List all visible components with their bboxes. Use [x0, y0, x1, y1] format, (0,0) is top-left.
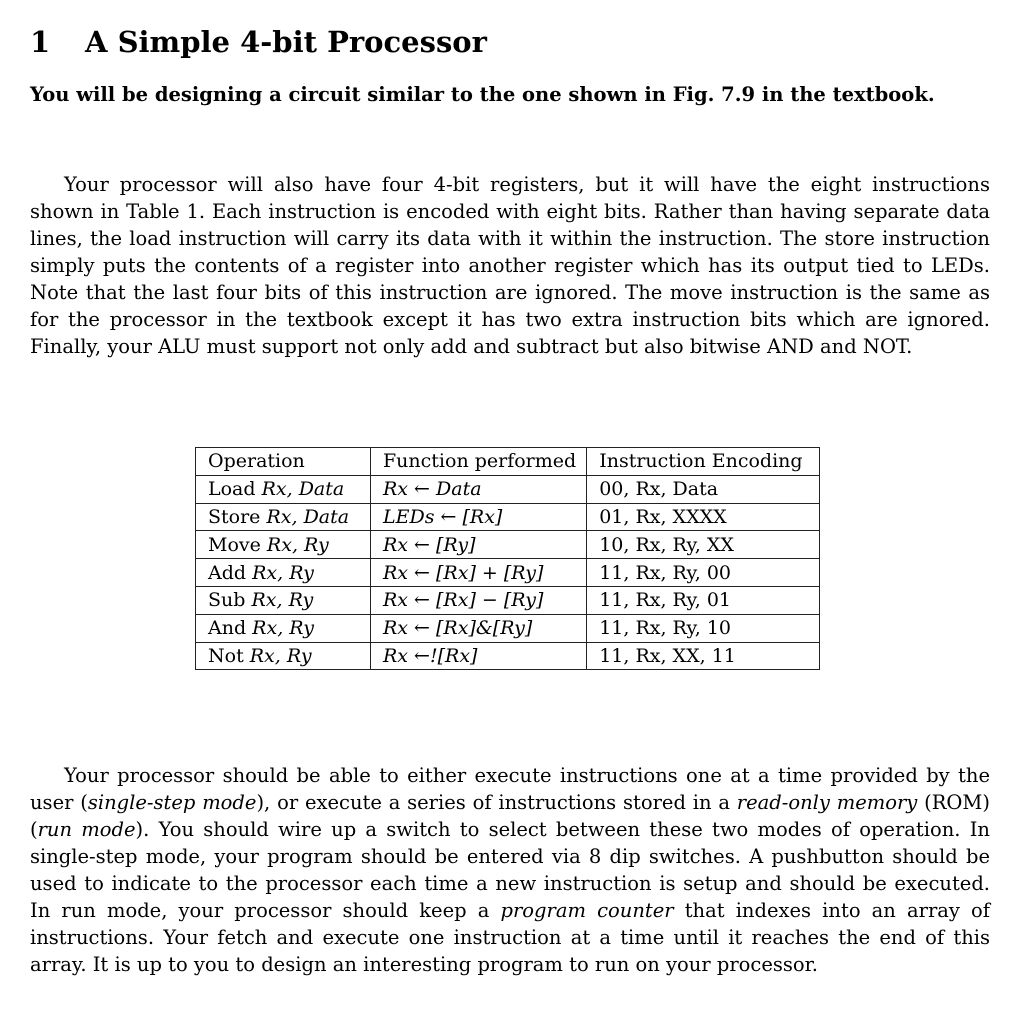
operation-name: Store: [208, 505, 261, 528]
cell-operation: [196, 531, 371, 559]
operation-args: Rx, Ry: [249, 644, 312, 667]
table-row: [196, 531, 820, 559]
term-run-mode: run mode: [37, 817, 136, 841]
operation-args: Rx, Data: [261, 478, 345, 501]
term-read-only-memory: read-only memory: [736, 790, 918, 814]
cell-operation: [196, 614, 371, 642]
cell-encoding: 10, Rx, Ry, XX: [587, 531, 820, 559]
operation-name: And: [208, 617, 247, 640]
operation-name: Add: [208, 561, 247, 584]
instruction-table: [195, 447, 820, 670]
cell-encoding: 11, Rx, Ry, 10: [587, 614, 820, 642]
table-header-row: [196, 448, 820, 476]
instruction-table-container: [195, 447, 820, 670]
operation-args: Rx, Ry: [252, 561, 314, 584]
header-function: Function performed: [371, 448, 587, 476]
cell-encoding: 11, Rx, XX, 11: [587, 642, 820, 670]
cell-function: Rx ← [Ry]: [371, 531, 587, 559]
cell-function: Rx ← [Rx] − [Ry]: [371, 586, 587, 614]
term-single-step-mode: single-step mode: [87, 790, 257, 814]
table-row: [196, 559, 820, 587]
operation-name: Load: [208, 478, 256, 501]
modes-text-1: Your processor should be able to either execute instructions one at a time provided by the user (: [30, 764, 990, 814]
modes-text-3: (ROM) (: [30, 790, 990, 841]
subtitle: You will be designing a circuit similar to the one shown in Fig. 7.9 in the textbook.: [30, 83, 935, 106]
operation-args: Rx, Ry: [251, 589, 314, 612]
header-encoding: Instruction Encoding: [587, 448, 820, 476]
modes-text-2: ), or execute a series of instructions stored in a: [256, 790, 737, 814]
section-title: A Simple 4-bit Processor: [85, 25, 487, 59]
cell-operation: [196, 503, 371, 531]
table-row: [196, 503, 820, 531]
cell-function: Rx ← [Rx]&[Ry]: [371, 614, 587, 642]
cell-function: Rx ← Data: [371, 475, 587, 503]
cell-encoding: 11, Rx, Ry, 00: [587, 559, 820, 587]
modes-text-4: ). You should wire up a switch to select between these two modes of operation. In single-step mode, your program should be entered via 8 dip switches. A pushbutton should be used to indicate to the processor each time a new instruction is setup and should be executed. In run mode, your processor should keep a: [30, 817, 990, 922]
operation-name: Not: [208, 644, 244, 667]
term-program-counter: program counter: [500, 898, 674, 922]
cell-operation: [196, 559, 371, 587]
cell-function: Rx ←![Rx]: [371, 642, 587, 670]
cell-operation: [196, 475, 371, 503]
cell-encoding: 00, Rx, Data: [587, 475, 820, 503]
cell-encoding: 11, Rx, Ry, 01: [587, 586, 820, 614]
section-number: 1: [30, 25, 51, 59]
operation-args: Rx, Ry: [252, 617, 314, 640]
cell-function: LEDs ← [Rx]: [371, 503, 587, 531]
operation-args: Rx, Ry: [266, 533, 329, 556]
header-operation: Operation: [196, 448, 371, 476]
operation-name: Sub: [208, 589, 246, 612]
cell-operation: [196, 642, 371, 670]
table-row: [196, 642, 820, 670]
intro-paragraph: Your processor will also have four 4-bit registers, but it will have the eight instructions shown in Table 1. Each instruction is encoded with eight bits. Rather than having separate data lines, the load instruction will carry its data with it within the instruction. The store instruction simply puts the contents of a register into another register which has its output tied to LEDs. Note that the last four bits of this instruction are ignored. The move instruction is the same as for the processor in the textbook except it has two extra instruction bits which are ignored. Finally, your ALU must support not only add and subtract but also bitwise AND and NOT.: [30, 173, 990, 358]
operation-args: Rx, Data: [266, 505, 350, 528]
cell-operation: [196, 586, 371, 614]
cell-encoding: 01, Rx, XXXX: [587, 503, 820, 531]
table-row: [196, 614, 820, 642]
table-row: [196, 475, 820, 503]
section-heading: [30, 22, 487, 62]
modes-text-5: that indexes into an array of instructions. Your fetch and execute one instruction at a time until it reaches the end of this array. It is up to you to design an interesting program to run on your processor.: [30, 898, 990, 976]
operation-name: Move: [208, 533, 261, 556]
modes-paragraph: [30, 763, 990, 979]
table-row: [196, 586, 820, 614]
cell-function: Rx ← [Rx] + [Ry]: [371, 559, 587, 587]
